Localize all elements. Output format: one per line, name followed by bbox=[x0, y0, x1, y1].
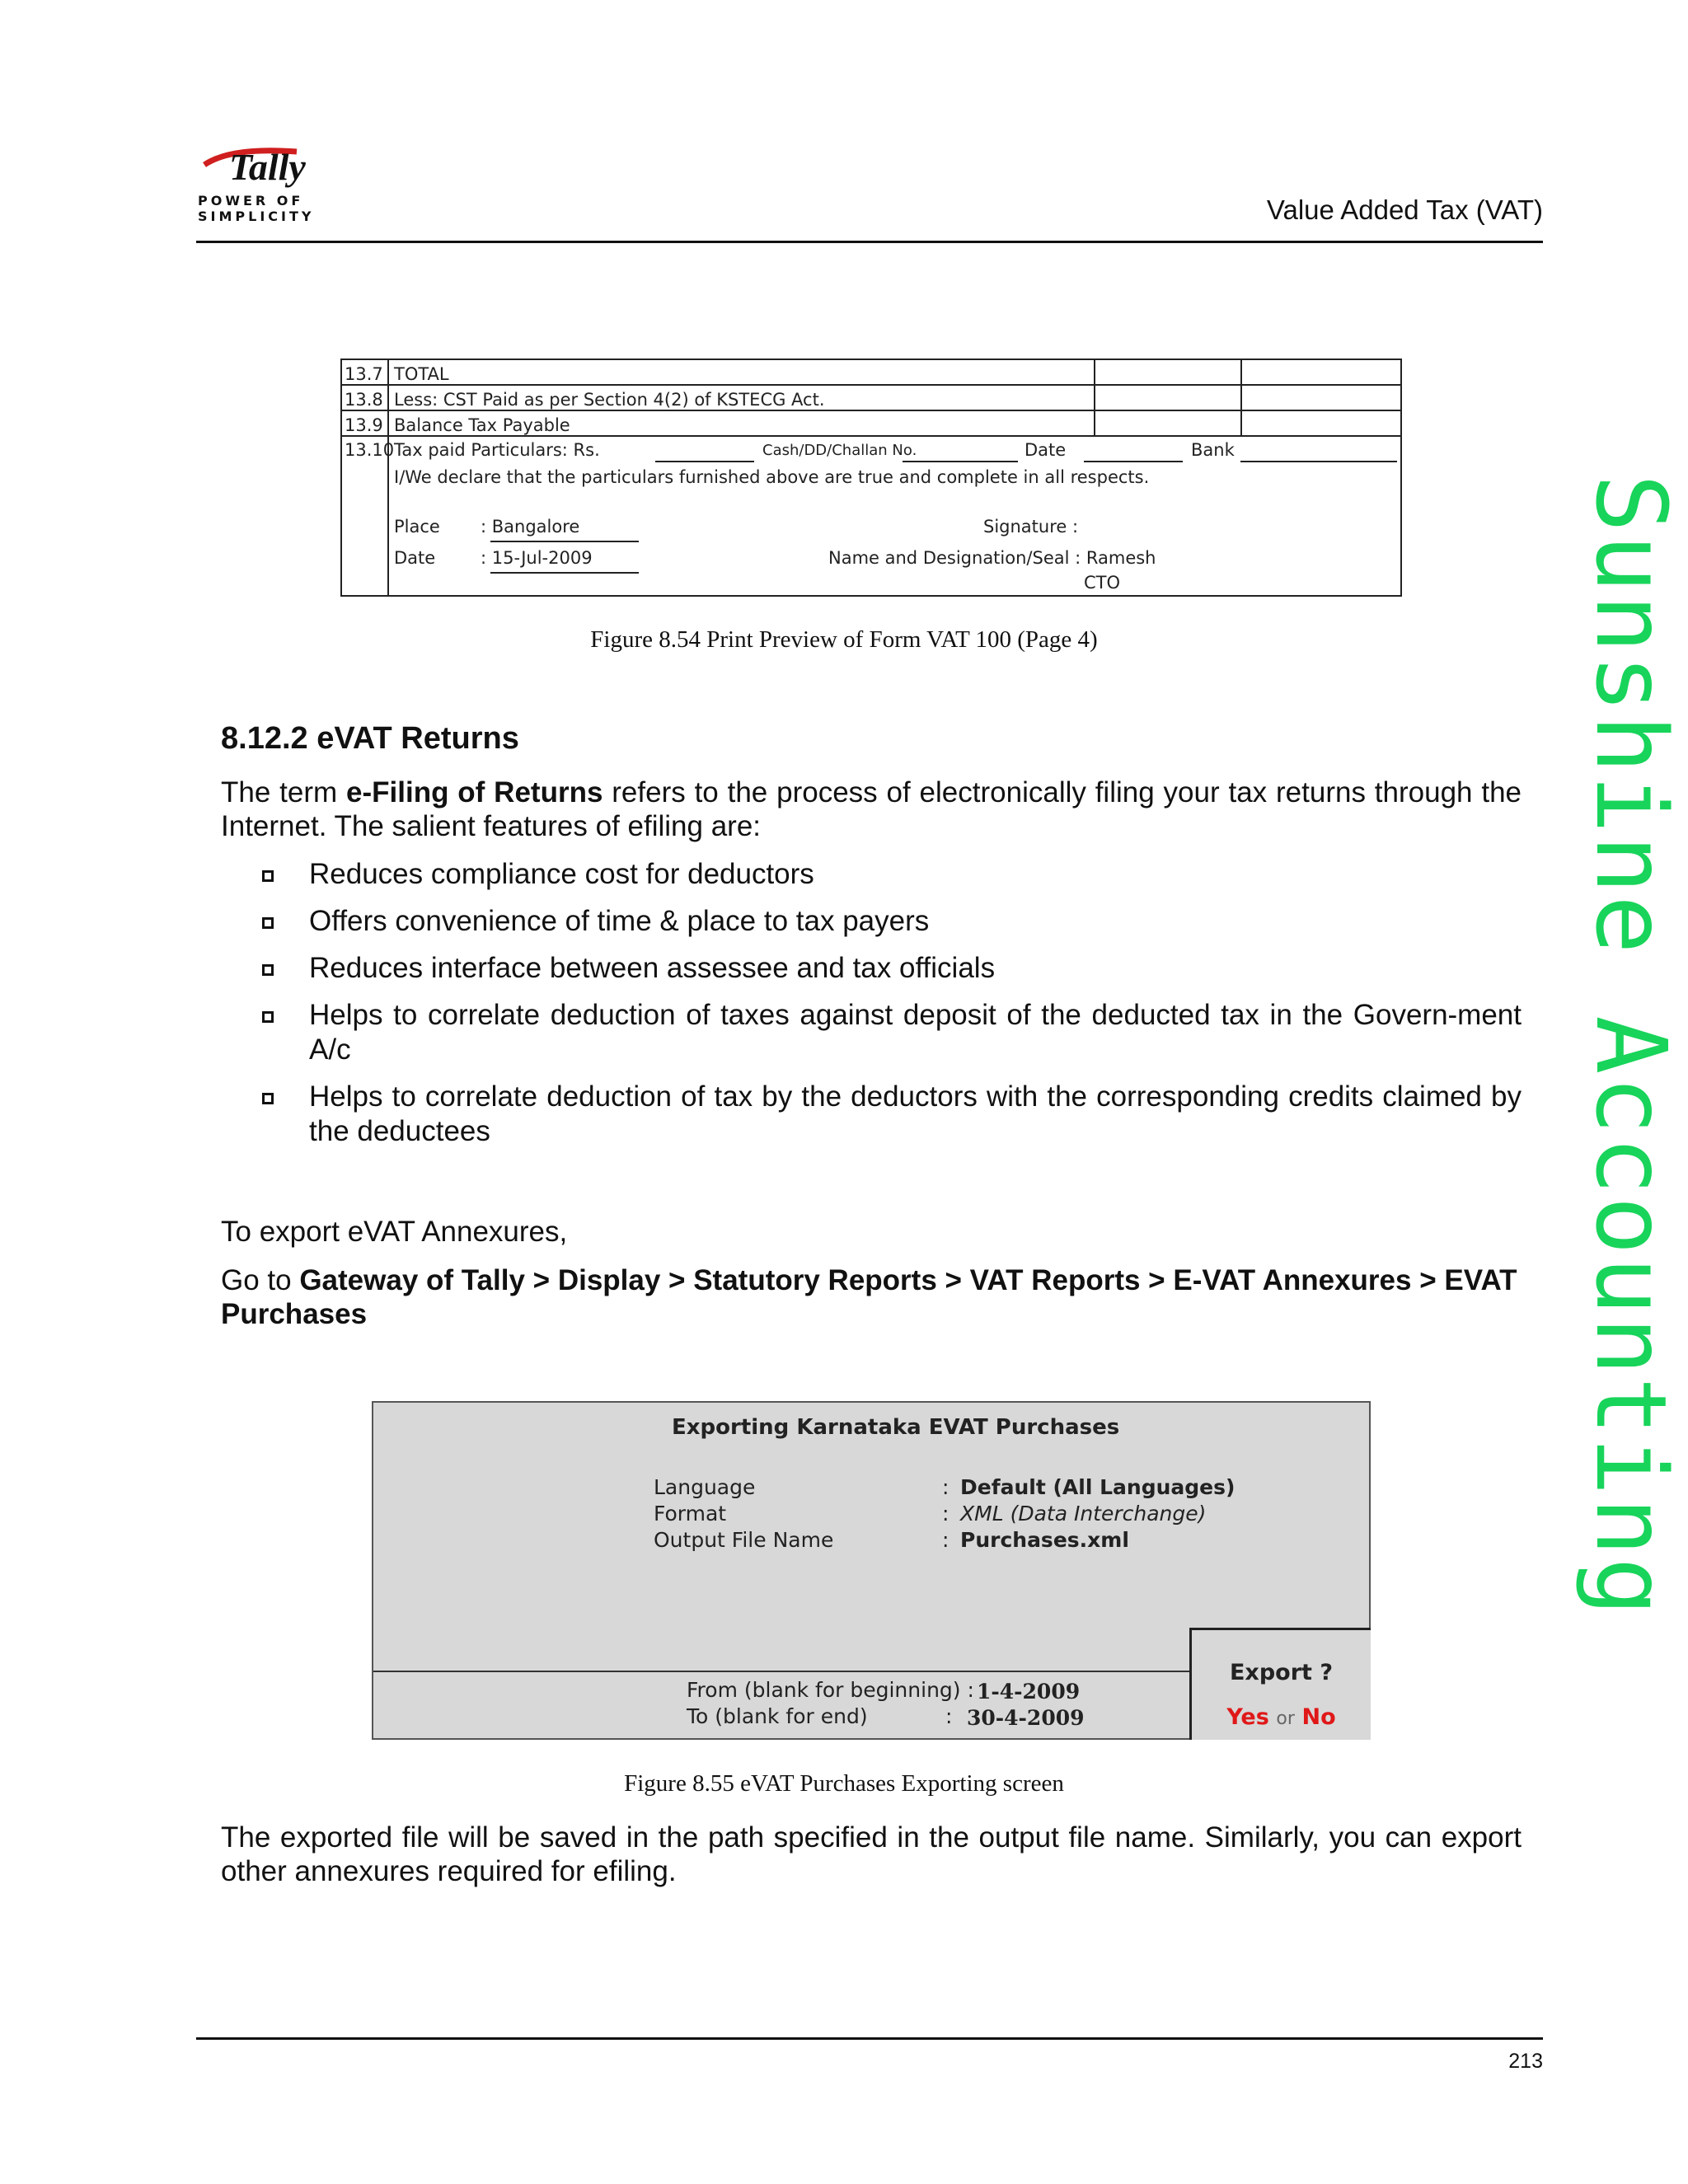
tally-logo-mark bbox=[198, 132, 321, 190]
list-item-text: Helps to correlate deduction of taxes against deposit of the deducted tax in the Govern-ment A/c bbox=[309, 999, 1522, 1066]
logo-tagline: POWER OF SIMPLICITY bbox=[198, 193, 315, 224]
challan-label: Cash/DD/Challan No. bbox=[762, 442, 917, 459]
divider bbox=[373, 1671, 1189, 1672]
intro-bold-term: e-Filing of Returns bbox=[346, 776, 603, 808]
closing-paragraph: The exported file will be saved in the path specified in the output file name. Similarly, you can export other annexures required for efiling. bbox=[221, 1821, 1522, 1887]
list-item bbox=[221, 857, 1522, 892]
menu-path: Gateway of Tally > Display > Statutory Reports > VAT Reports > E-VAT Annexures > EVAT Purchases bbox=[221, 1264, 1517, 1330]
date-underline bbox=[490, 572, 639, 574]
square-bullet-icon bbox=[262, 964, 274, 976]
from-label: From (blank for beginning) : bbox=[687, 1678, 974, 1702]
list-item-text: Reduces compliance cost for deductors bbox=[309, 858, 814, 890]
output-file-value[interactable]: Purchases.xml bbox=[960, 1528, 1129, 1552]
watermark: Sunshine Accounting bbox=[1574, 474, 1688, 1618]
export-options bbox=[1192, 1704, 1371, 1730]
field-separator: : bbox=[945, 1704, 953, 1728]
signature-label: Signature : bbox=[983, 517, 1079, 537]
tally-logo bbox=[198, 132, 396, 224]
list-item-text: Offers convenience of time & place to tax payers bbox=[309, 905, 930, 937]
place-underline bbox=[490, 541, 639, 542]
intro-text: refers to the process of electronically filing your tax returns through the Internet. The salient features of efiling are: bbox=[221, 776, 1522, 842]
date-label: Date bbox=[1025, 440, 1067, 460]
field-separator: : bbox=[942, 1475, 950, 1499]
page-number: 213 bbox=[1508, 2050, 1543, 2073]
tax-paid-label: Tax paid Particulars: Rs. bbox=[394, 440, 600, 460]
goto-text: Go to bbox=[221, 1264, 300, 1296]
date-underline bbox=[1084, 461, 1183, 462]
list-item bbox=[221, 904, 1522, 939]
square-bullet-icon bbox=[262, 1011, 274, 1023]
row-label: Balance Tax Payable bbox=[394, 415, 570, 435]
language-label: Language bbox=[654, 1475, 756, 1499]
to-label: To (blank for end) bbox=[687, 1704, 868, 1728]
intro-paragraph bbox=[221, 776, 1522, 843]
list-item bbox=[221, 998, 1522, 1067]
footer-rule bbox=[196, 2037, 1543, 2040]
language-value[interactable]: Default (All Languages) bbox=[960, 1475, 1236, 1499]
form-row bbox=[342, 386, 1400, 411]
row-number: 13.9 bbox=[345, 415, 383, 435]
date-label: Date bbox=[394, 548, 436, 568]
export-intro: To export eVAT Annexures, bbox=[221, 1216, 568, 1248]
amount-underline bbox=[655, 461, 754, 462]
list-item-text: Reduces interface between assessee and tax officials bbox=[309, 952, 996, 984]
yes-button[interactable]: Yes bbox=[1226, 1704, 1269, 1730]
place-label: Place bbox=[394, 517, 440, 537]
feature-list bbox=[221, 857, 1522, 1161]
place-value: : Bangalore bbox=[481, 517, 580, 537]
row-label: TOTAL bbox=[394, 364, 449, 384]
format-value[interactable]: XML (Data Interchange) bbox=[960, 1502, 1207, 1526]
screen-title: Exporting Karnataka EVAT Purchases bbox=[672, 1415, 1120, 1440]
section-heading: 8.12.2 eVAT Returns bbox=[221, 721, 519, 756]
square-bullet-icon bbox=[262, 1093, 274, 1104]
form-row bbox=[342, 360, 1400, 386]
row-number: 13.8 bbox=[345, 390, 383, 410]
export-prompt: Export ? bbox=[1229, 1660, 1334, 1685]
bank-label: Bank bbox=[1191, 440, 1235, 460]
logo-text: Tally bbox=[229, 146, 306, 188]
row-label: Less: CST Paid as per Section 4(2) of KSTECG Act. bbox=[394, 390, 825, 410]
square-bullet-icon bbox=[262, 917, 274, 929]
date-value: : 15-Jul-2009 bbox=[481, 548, 593, 568]
field-separator: : bbox=[942, 1528, 950, 1552]
to-value[interactable]: 30-4-2009 bbox=[967, 1706, 1085, 1730]
square-bullet-icon bbox=[262, 870, 274, 882]
format-label: Format bbox=[654, 1502, 727, 1526]
list-item bbox=[221, 951, 1522, 986]
field-separator: : bbox=[942, 1502, 950, 1526]
from-value[interactable]: 1-4-2009 bbox=[977, 1680, 1081, 1704]
figure-caption: Figure 8.55 eVAT Purchases Exporting screen bbox=[624, 1770, 1064, 1797]
intro-text: The term bbox=[221, 776, 347, 808]
output-file-label: Output File Name bbox=[654, 1528, 834, 1552]
or-text: or bbox=[1276, 1708, 1295, 1729]
page-header-title: Value Added Tax (VAT) bbox=[1266, 194, 1543, 225]
designation-value: CTO bbox=[1084, 573, 1121, 593]
list-item bbox=[221, 1080, 1522, 1149]
declaration-text: I/We declare that the particulars furnished above are true and complete in all respects. bbox=[394, 467, 1150, 487]
form-row bbox=[342, 411, 1400, 437]
navigation-instruction bbox=[221, 1263, 1522, 1331]
row-number: 13.10 bbox=[345, 440, 395, 460]
figure-caption: Figure 8.54 Print Preview of Form VAT 100 (Page 4) bbox=[590, 626, 1098, 653]
vat100-form-preview bbox=[340, 359, 1402, 597]
challan-underline bbox=[903, 461, 1018, 462]
no-button[interactable]: No bbox=[1301, 1704, 1336, 1730]
list-item-text: Helps to correlate deduction of tax by the deductors with the corresponding credits claimed by the deductees bbox=[309, 1080, 1522, 1147]
header-rule bbox=[196, 241, 1543, 243]
designation-label: Name and Designation/Seal : Ramesh bbox=[828, 548, 1156, 568]
bank-underline bbox=[1240, 461, 1397, 462]
export-screen bbox=[372, 1401, 1371, 1740]
row-number: 13.7 bbox=[345, 364, 383, 384]
export-confirm-box bbox=[1189, 1628, 1371, 1740]
